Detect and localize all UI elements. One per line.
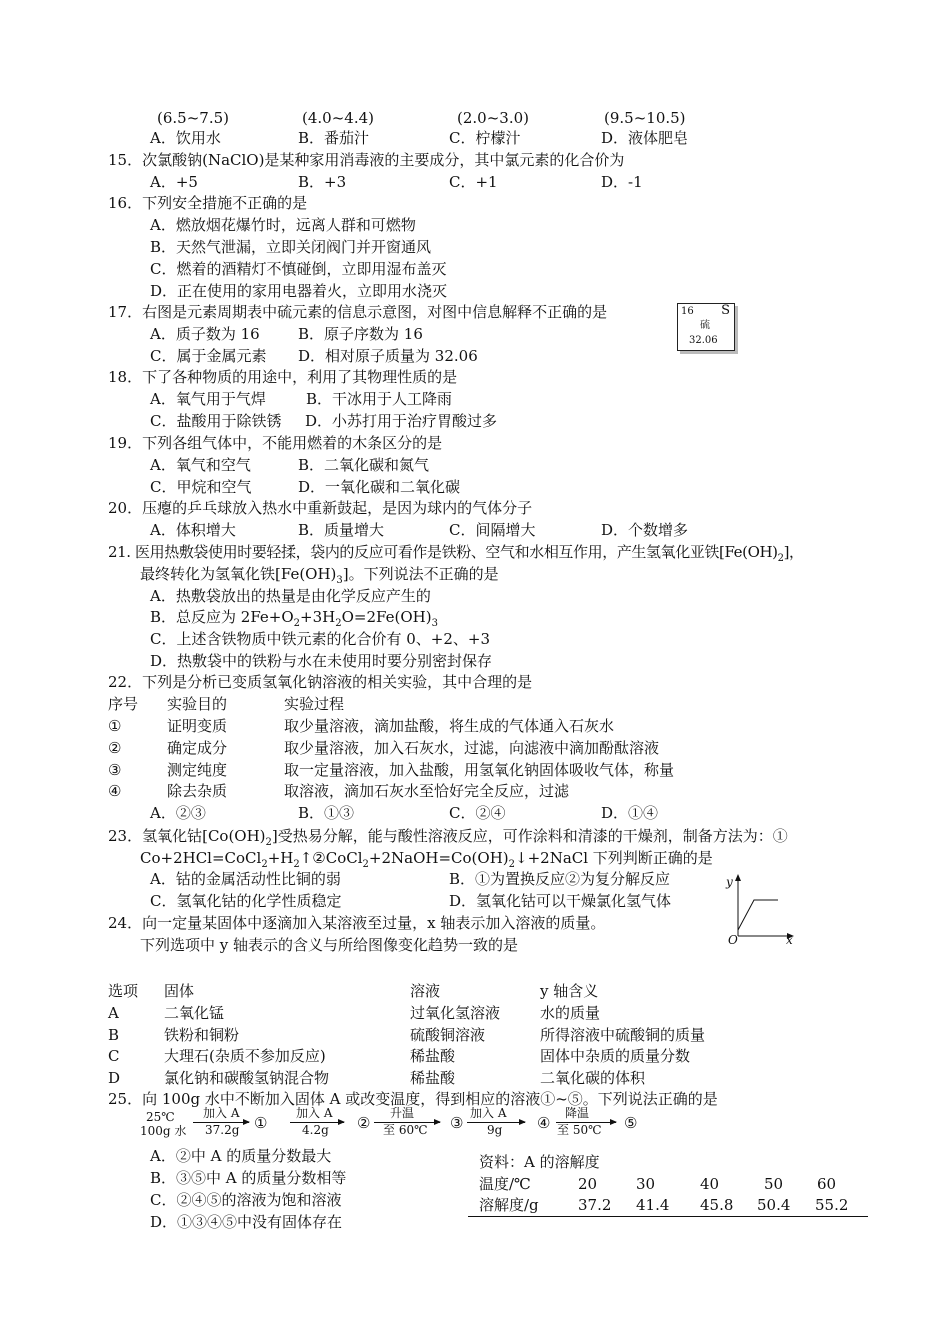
q24-row-b-solution: 硫酸铜溶液	[410, 1026, 486, 1044]
flow-step2-top: 加入 A	[296, 1106, 333, 1120]
q18-option-c: C．盐酸用于除铁锈	[150, 412, 282, 430]
q25-stem: 25．向 100g 水中不断加入固体 A 或改变温度，得到相应的溶液①~⑤。下列说法正确的是	[108, 1090, 718, 1108]
q25-option-b: B．③⑤中 A 的质量分数相等	[150, 1169, 347, 1187]
q15-option-a: A．+5	[150, 173, 198, 191]
q20-option-d: D．个数增多	[601, 521, 689, 539]
solubility-table-title: 资料：A 的溶解度	[479, 1153, 600, 1171]
q24-graph-y-label: y	[726, 875, 733, 889]
q24-row-b-option: B	[108, 1026, 120, 1044]
flow-step5-bottom: 至 50℃	[557, 1123, 602, 1137]
flow-step4-top: 加入 A	[470, 1106, 507, 1120]
q23-option-d: D．氢氧化钴可以干燥氯化氢气体	[449, 892, 672, 910]
q22-stem: 22．下列是分析已变质氢氧化钠溶液的相关实验，其中合理的是	[108, 673, 533, 691]
q25-option-d: D．①③④⑤中没有固体存在	[150, 1213, 343, 1231]
q22-row2-purpose: 确定成分	[167, 739, 228, 757]
flow-step3-top: 升温	[390, 1106, 415, 1120]
q22-option-d: D．①④	[601, 804, 659, 822]
q14-option-b: B．番茄汁	[298, 129, 370, 147]
q22-row3-purpose: 测定纯度	[167, 761, 228, 779]
q17-option-c: C．属于金属元素	[150, 347, 267, 365]
q24-row-d-option: D	[108, 1069, 121, 1087]
q24-row-a-solid: 二氧化锰	[164, 1004, 225, 1022]
q20-option-a: A．体积增大	[150, 521, 236, 539]
q22-row4-no: ④	[108, 782, 122, 800]
ph-d: (9.5~10.5)	[604, 109, 686, 127]
q17-option-b: B．原子序数为 16	[298, 325, 423, 343]
flow-result-5: ⑤	[624, 1114, 638, 1132]
card-mass: 32.06	[689, 335, 718, 346]
q24-graph-x-label: x	[786, 933, 793, 947]
flow-result-2: ②	[357, 1114, 371, 1132]
q18-stem: 18．下了各种物质的用途中，利用了其物理性质的是	[108, 368, 458, 386]
q22-header-no: 序号	[108, 695, 139, 713]
q19-option-d: D．一氧化碳和二氧化碳	[298, 478, 461, 496]
q24-header-y-meaning: y 轴含义	[540, 982, 599, 1000]
q16-option-b: B．天然气泄漏，立即关闭阀门并开窗通风	[150, 238, 432, 256]
card-symbol: S	[721, 303, 730, 318]
q22-option-b: B．①③	[298, 804, 355, 822]
q24-stem-line2: 下列选项中 y 轴表示的含义与所给图像变化趋势一致的是	[140, 936, 519, 954]
q23-stem-line2: $Co+2HCl=CoCl_2+H_2↑②CoCl_2+2NaOH=Co(OH)_2↓+2NaCl$ 下列判断正确的是	[140, 849, 713, 870]
q21-option-c: C．上述含铁物质中铁元素的化合价有 0、+2、+3	[150, 630, 491, 648]
q18-option-b: B．干冰用于人工降雨	[306, 390, 453, 408]
q21-stem-line2: 最终转化为氢氧化铁$[Fe(OH)_3]$。下列说法不正确的是	[140, 565, 499, 586]
table-sol-60: 55.2	[815, 1196, 849, 1214]
q17-option-d: D．相对原子质量为 32.06	[298, 347, 478, 365]
q15-option-d: D．-1	[601, 173, 643, 191]
table-sol-50: 50.4	[757, 1196, 791, 1214]
q25-option-a: A．②中 A 的质量分数最大	[150, 1147, 332, 1165]
table-bottom-rule	[468, 1216, 868, 1217]
q21-option-a: A．热敷袋放出的热量是由化学反应产生的	[150, 587, 431, 605]
q14-option-d: D．液体肥皂	[601, 129, 689, 147]
q16-option-c: C．燃着的酒精灯不慎碰倒，立即用湿布盖灭	[150, 260, 447, 278]
q15-stem: 15．次氯酸钠(NaClO)是某种家用消毒液的主要成分，其中氯元素的化合价为	[108, 151, 625, 169]
q24-row-b-solid: 铁粉和铜粉	[164, 1026, 240, 1044]
q22-row3-no: ③	[108, 761, 122, 779]
q22-row1-purpose: 证明变质	[167, 717, 228, 735]
q14-option-c: C．柠檬汁	[449, 129, 521, 147]
table-temp-20: 20	[578, 1175, 598, 1193]
table-solubility-label: 溶解度/g	[479, 1196, 539, 1214]
flow-result-4: ④	[537, 1114, 551, 1132]
q24-row-a-solution: 过氧化氢溶液	[410, 1004, 501, 1022]
table-sol-40: 45.8	[700, 1196, 734, 1214]
table-temp-label: 温度/℃	[479, 1175, 531, 1193]
q24-header-solution: 溶液	[410, 982, 441, 1000]
table-temp-50: 50	[764, 1175, 784, 1193]
q24-row-c-solid: 大理石(杂质不参加反应)	[164, 1047, 326, 1065]
table-temp-40: 40	[700, 1175, 720, 1193]
q22-header-process: 实验过程	[284, 695, 345, 713]
ph-b: (4.0~4.4)	[302, 109, 374, 127]
q22-row1-no: ①	[108, 717, 122, 735]
q24-row-a-y: 水的质量	[540, 1004, 601, 1022]
q24-row-c-solution: 稀盐酸	[410, 1047, 456, 1065]
q25-option-c: C．②④⑤的溶液为饱和溶液	[150, 1191, 342, 1209]
q22-row4-process: 取溶液，滴加石灰水至恰好完全反应，过滤	[284, 782, 570, 800]
flow-step2-bottom: 4.2g	[302, 1123, 329, 1137]
q22-option-a: A．②③	[150, 804, 206, 822]
q20-option-c: C．间隔增大	[449, 521, 536, 539]
ph-a: (6.5~7.5)	[157, 109, 229, 127]
q24-graph-origin-label: O	[728, 933, 738, 947]
q20-option-b: B．质量增大	[298, 521, 385, 539]
table-temp-30: 30	[636, 1175, 656, 1193]
ph-c: (2.0~3.0)	[457, 109, 529, 127]
q24-header-option: 选项	[108, 982, 139, 1000]
q15-option-c: C．+1	[449, 173, 498, 191]
q24-row-c-option: C	[108, 1047, 120, 1065]
q24-row-c-y: 固体中杂质的质量分数	[540, 1047, 691, 1065]
q21-option-d: D．热敷袋中的铁粉与水在未使用时要分别密封保存	[150, 652, 493, 670]
q22-row1-process: 取少量溶液，滴加盐酸，将生成的气体通入石灰水	[284, 717, 615, 735]
q21-stem-line1: 21. 医用热敷袋使用时要轻揉，袋内的反应可看作是铁粉、空气和水相互作用，产生氢氧化亚铁$[Fe(OH)_2]$，	[108, 543, 804, 564]
q23-option-b: B．①为置换反应②为复分解反应	[449, 870, 671, 888]
flow-step1-top: 加入 A	[203, 1106, 240, 1120]
card-atomic-number: 16	[681, 306, 694, 317]
q19-stem: 19．下列各组气体中，不能用燃着的木条区分的是	[108, 434, 443, 452]
q19-option-a: A．氧气和空气	[150, 456, 251, 474]
q18-option-a: A．氧气用于气焊	[150, 390, 266, 408]
q24-row-a-option: A	[108, 1004, 119, 1022]
q22-option-c: C．②④	[449, 804, 506, 822]
flow-result-1: ①	[254, 1114, 268, 1132]
table-sol-30: 41.4	[636, 1196, 670, 1214]
flow-step3-bottom: 至 60℃	[383, 1123, 428, 1137]
q19-option-c: C．甲烷和空气	[150, 478, 252, 496]
q24-header-solid: 固体	[164, 982, 195, 1000]
q16-option-a: A．燃放烟花爆竹时，远离人群和可燃物	[150, 216, 416, 234]
q22-row2-no: ②	[108, 739, 122, 757]
q14-option-a: A．饮用水	[150, 129, 221, 147]
q24-row-d-solution: 稀盐酸	[410, 1069, 456, 1087]
table-sol-20: 37.2	[578, 1196, 612, 1214]
flow-step5-top: 降温	[565, 1106, 590, 1120]
q23-stem-line1: 23．氢氧化钴$[Co(OH)_2]$受热易分解，能与酸性溶液反应，可作涂料和清漆的干燥剂，制备方法为：①	[108, 827, 788, 848]
flow-start-temp: 25℃	[146, 1110, 175, 1124]
q16-option-d: D．正在使用的家用电器着火，立即用水浇灭	[150, 282, 448, 300]
flow-start-water: 100g 水	[140, 1124, 187, 1138]
q23-option-a: A．钴的金属活动性比铜的弱	[150, 870, 341, 888]
q21-option-b: B．总反应为 $2Fe+O_2+3H_2O=2Fe(OH)_3$	[150, 608, 438, 629]
q24-row-b-y: 所得溶液中硫酸铜的质量	[540, 1026, 706, 1044]
flow-result-3: ③	[450, 1114, 464, 1132]
flow-step4-bottom: 9g	[487, 1123, 503, 1137]
q22-row4-purpose: 除去杂质	[167, 782, 228, 800]
table-temp-60: 60	[817, 1175, 837, 1193]
q22-header-purpose: 实验目的	[167, 695, 228, 713]
q24-row-d-solid: 氯化钠和碳酸氢钠混合物	[164, 1069, 330, 1087]
q23-option-c: C．氢氧化钴的化学性质稳定	[150, 892, 342, 910]
q20-stem: 20．压瘪的乒乓球放入热水中重新鼓起，是因为球内的气体分子	[108, 499, 533, 517]
q22-row2-process: 取少量溶液，加入石灰水，过滤，向滤液中滴加酚酞溶液	[284, 739, 660, 757]
q15-option-b: B．+3	[298, 173, 347, 191]
q17-stem: 17．右图是元素周期表中硫元素的信息示意图，对图中信息解释不正确的是	[108, 303, 608, 321]
q16-stem: 16．下列安全措施不正确的是	[108, 194, 308, 212]
q24-row-d-y: 二氧化碳的体积	[540, 1069, 646, 1087]
q24-stem-line1: 24．向一定量某固体中逐滴加入某溶液至过量，x 轴表示加入溶液的质量。	[108, 914, 606, 932]
q19-option-b: B．二氧化碳和氮气	[298, 456, 430, 474]
q22-row3-process: 取一定量溶液，加入盐酸，用氢氧化钠固体吸收气体，称量	[284, 761, 675, 779]
q17-option-a: A．质子数为 16	[150, 325, 260, 343]
q18-option-d: D．小苏打用于治疗胃酸过多	[305, 412, 498, 430]
card-name: 硫	[700, 320, 710, 331]
flow-step1-bottom: 37.2g	[205, 1123, 240, 1137]
sulfur-element-card	[677, 303, 735, 351]
